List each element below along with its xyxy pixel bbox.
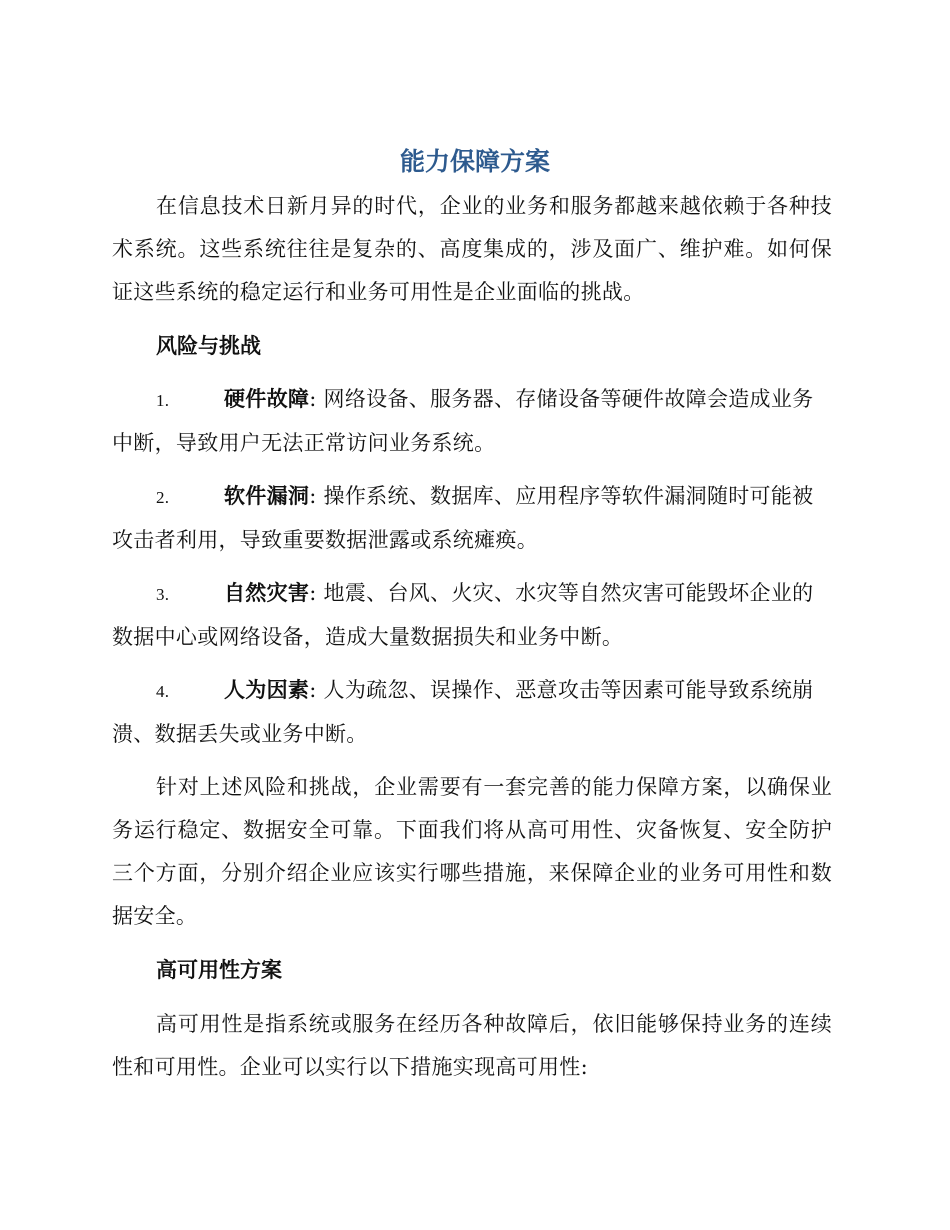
list-description: : 人为疏忽、误操作、恶意攻击等因素可能导致系统崩溃、数据丢失或业务中断。 [112, 678, 814, 746]
risks-heading: 风险与挑战 [156, 334, 261, 358]
intro-paragraph: 在信息技术日新月异的时代，企业的业务和服务都越来越依赖于各种技术系统。这些系统往往是复杂的、高度集成的，涉及面广、维护难。如何保证这些系统的稳定运行和业务可用性是企业面临的挑战。 [112, 194, 832, 304]
high-availability-heading: 高可用性方案 [156, 958, 282, 982]
list-number: 3. [156, 585, 170, 604]
response-paragraph: 针对上述风险和挑战，企业需要有一套完善的能力保障方案，以确保业务运行稳定、数据安全可靠。下面我们将从高可用性、灾备恢复、安全防护三个方面，分别介绍企业应该实行哪些措施，来保障企业的业务可用性和数据安全。 [112, 775, 832, 928]
list-description: : 地震、台风、火灾、水灾等自然灾害可能毁坏企业的数据中心或网络设备，造成大量数据损失和业务中断。 [112, 581, 814, 649]
list-description: : 操作系统、数据库、应用程序等软件漏洞随时可能被攻击者利用，导致重要数据泄露或系统瘫痪。 [112, 484, 814, 552]
high-availability-paragraph: 高可用性是指系统或服务在经历各种故障后，依旧能够保持业务的连续性和可用性。企业可以实行以下措施实现高可用性: [112, 1012, 832, 1079]
list-term: 软件漏洞 [224, 484, 310, 508]
list-number: 4. [156, 682, 170, 701]
list-item [112, 669, 832, 756]
list-item [112, 475, 832, 562]
list-term: 自然灾害 [224, 581, 310, 605]
list-item [112, 572, 832, 659]
list-description: : 网络设备、服务器、存储设备等硬件故障会造成业务中断，导致用户无法正常访问业务系统。 [112, 387, 814, 455]
list-term: 硬件故障 [224, 387, 310, 411]
list-number: 1. [156, 391, 170, 410]
document-title: 能力保障方案 [399, 147, 550, 176]
list-number: 2. [156, 488, 170, 507]
list-item [112, 378, 832, 465]
list-term: 人为因素 [224, 678, 310, 702]
